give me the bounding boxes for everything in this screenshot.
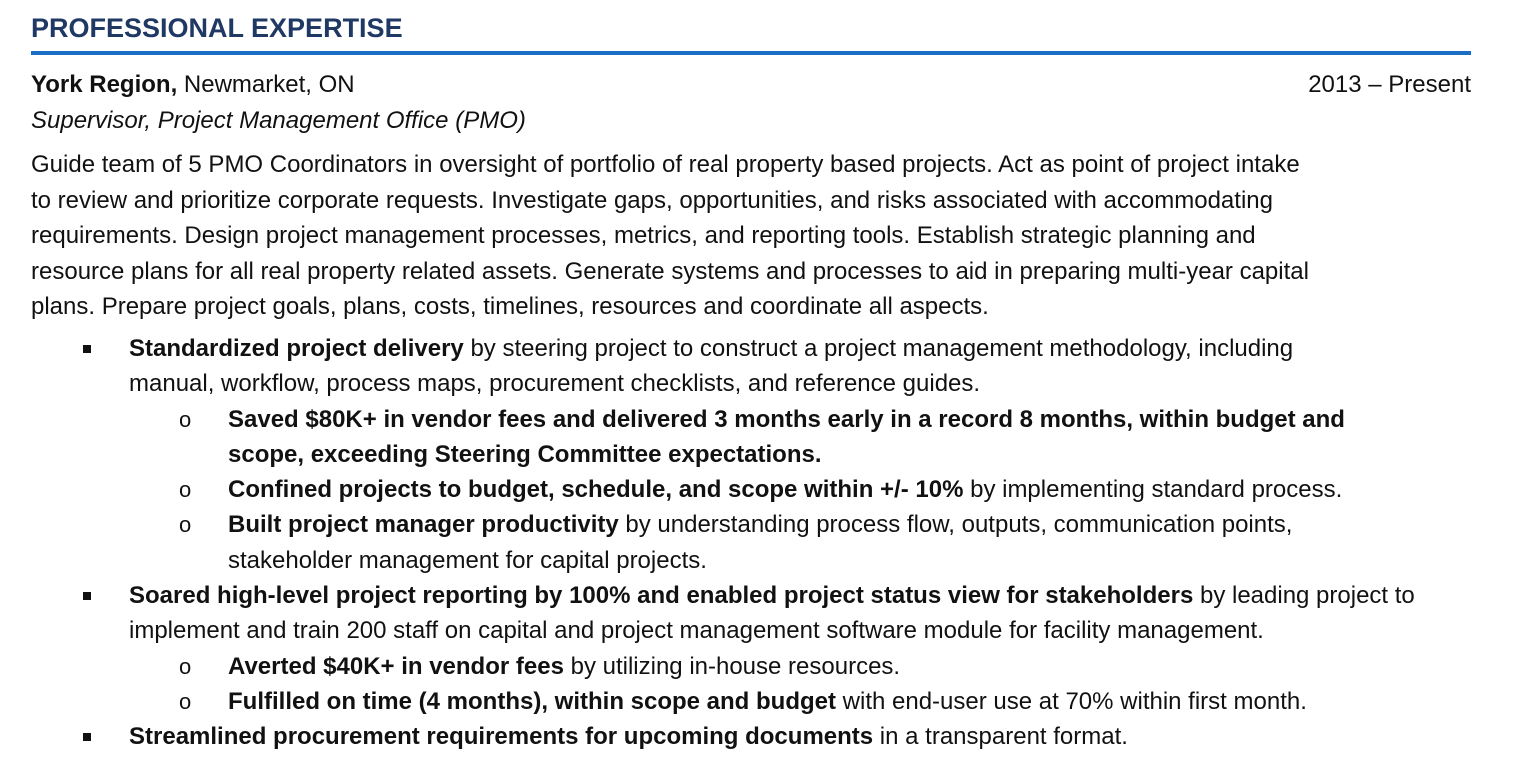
circle-bullet-icon: o	[179, 653, 192, 679]
job-title: Supervisor, Project Management Office (PMO)	[31, 107, 526, 134]
list-item	[31, 507, 1511, 578]
job-summary	[31, 147, 1471, 325]
list-item	[31, 719, 1511, 754]
summary-line: requirements. Design project management processes, metrics, and reporting tools. Establish strategic planning and	[31, 222, 1256, 249]
achievement-text: with end-user use at 70% within first month.	[836, 687, 1307, 715]
achievement-text: by steering project to construct a project management methodology, including	[463, 335, 1294, 362]
achievement-highlight: Fulfilled on time (4 months), within scope and budget	[228, 687, 836, 715]
list-item	[31, 402, 1511, 473]
square-bullet-icon	[83, 331, 91, 366]
employer-row	[31, 70, 1471, 100]
achievement-text: manual, workflow, process maps, procurement checklists, and reference guides.	[129, 370, 981, 398]
achievement-highlight: Streamlined procurement requirements for upcoming documents	[129, 723, 874, 751]
summary-line: Guide team of 5 PMO Coordinators in oversight of portfolio of real property based projects. Act as point of project intake	[31, 151, 1300, 178]
achievement-text: by utilizing in-house resources.	[563, 652, 901, 680]
section-divider	[31, 51, 1471, 55]
summary-line: resource plans for all real property related assets. Generate systems and processes to aid in preparing multi-year capital	[31, 257, 1309, 285]
summary-line: to review and prioritize corporate requests. Investigate gaps, opportunities, and risks associated with accommodating	[31, 186, 1273, 214]
achievement-highlight: Confined projects to budget, schedule, and scope within +/- 10%	[228, 476, 964, 504]
achievement-highlight: Standardized project delivery	[129, 335, 464, 362]
achievement-list	[31, 331, 1511, 755]
achievement-highlight: Averted $40K+ in vendor fees	[228, 652, 564, 680]
circle-bullet-icon: o	[179, 512, 192, 538]
achievement-highlight: Saved $80K+ in vendor fees and delivered 3 months early in a record 8 months, within budget and	[228, 405, 1345, 433]
achievement-text: in a transparent format.	[873, 723, 1128, 751]
achievement-highlight: scope, exceeding Steering Committee expectations.	[228, 440, 822, 468]
list-item	[31, 472, 1511, 507]
employment-dates: 2013 – Present	[1308, 71, 1471, 98]
summary-line: plans. Prepare project goals, plans, costs, timelines, resources and coordinate all aspects.	[31, 293, 989, 320]
section-title: PROFESSIONAL EXPERTISE	[31, 13, 403, 43]
list-item	[31, 578, 1511, 649]
achievement-text: by understanding process flow, outputs, communication points,	[618, 511, 1293, 539]
employer-location: Newmarket, ON	[177, 71, 355, 98]
square-bullet-icon	[83, 578, 91, 613]
achievement-text: by implementing standard process.	[963, 476, 1343, 504]
circle-bullet-icon: o	[179, 477, 192, 503]
list-item	[31, 331, 1511, 402]
list-item	[31, 649, 1511, 684]
achievement-text: implement and train 200 staff on capital and project management software module for facility management.	[129, 617, 1264, 645]
circle-bullet-icon: o	[179, 406, 192, 432]
circle-bullet-icon: o	[179, 688, 192, 714]
list-item	[31, 684, 1511, 719]
achievement-highlight: Built project manager productivity	[228, 511, 619, 539]
employer-name: York Region,	[31, 71, 178, 98]
achievement-text: stakeholder management for capital projects.	[228, 546, 707, 574]
achievement-highlight: Soared high-level project reporting by 100% and enabled project status view for stakeholders	[129, 582, 1194, 610]
square-bullet-icon	[83, 719, 91, 754]
achievement-text: by leading project to	[1193, 582, 1415, 610]
